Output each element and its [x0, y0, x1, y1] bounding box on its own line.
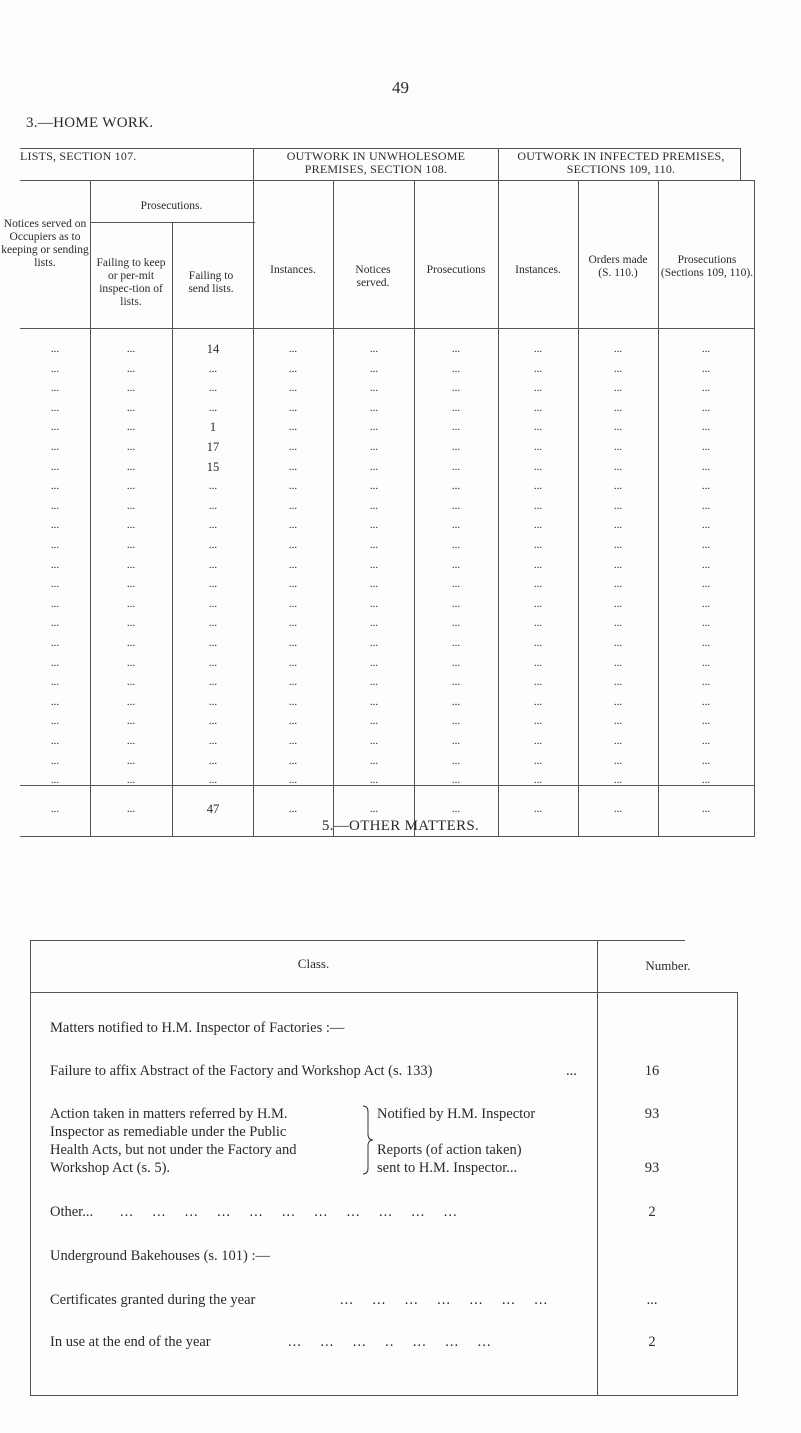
table-cell: ... — [613, 774, 623, 787]
table-cell: ... — [533, 695, 543, 708]
table-cell: ... — [613, 754, 623, 767]
totals-cell: ... — [126, 803, 136, 815]
table-cell: ... — [451, 401, 461, 414]
section-title-home-work: 3.—HOME WORK. — [26, 115, 154, 131]
table-cell: ... — [288, 656, 298, 669]
table-cell: ... — [288, 519, 298, 532]
table-cell: ... — [451, 499, 461, 512]
col-header-notices-served: Notices served on Occupiers as to keeping or sending lists. — [1, 218, 89, 269]
table-cell: ... — [50, 617, 60, 630]
totals-cell: ... — [369, 803, 379, 815]
table-cell: ... — [369, 578, 379, 591]
table-cell: ... — [533, 676, 543, 689]
table-cell: ... — [451, 774, 461, 787]
table-cell: ... — [613, 519, 623, 532]
table-cell: ... — [451, 637, 461, 649]
table-cell: ... — [208, 774, 218, 787]
table-cell: ... — [50, 715, 60, 728]
table-cell: ... — [701, 343, 711, 355]
table-cell: ... — [369, 754, 379, 767]
certificates-dots: ... ... ... ... ... ... ... — [340, 1292, 549, 1308]
table-cell: ... — [288, 715, 298, 728]
table-cell: ... — [50, 676, 60, 689]
table-cell: ... — [126, 597, 136, 610]
table-cell: ... — [50, 382, 60, 395]
table-cell: ... — [288, 695, 298, 708]
table-cell: ... — [451, 343, 461, 355]
table-cell: ... — [533, 735, 543, 747]
table-cell: ... — [613, 558, 623, 571]
col-header-orders-made: Orders made (S. 110.) — [588, 254, 648, 279]
table-cell: ... — [613, 617, 623, 630]
action-line-3: Health Acts, but not under the Factory and — [50, 1142, 297, 1158]
table-cell: 17 — [206, 440, 220, 454]
table-cell: ... — [288, 382, 298, 395]
table-cell: ... — [208, 637, 218, 649]
table-cell: ... — [613, 441, 623, 453]
table-cell: ... — [126, 421, 136, 434]
table-cell: ... — [369, 774, 379, 787]
table-cell: ... — [369, 480, 379, 493]
table-cell: ... — [208, 519, 218, 532]
table-cell: ... — [701, 480, 711, 493]
table-cell: ... — [50, 539, 60, 551]
table-cell: ... — [50, 774, 60, 787]
table-cell: ... — [369, 343, 379, 355]
table-cell: ... — [369, 460, 379, 473]
table-cell: ... — [369, 735, 379, 747]
table-cell: ... — [369, 597, 379, 610]
table-cell: ... — [208, 695, 218, 708]
table-cell: ... — [613, 480, 623, 493]
prosecutions-group-header: Prosecutions. — [140, 200, 203, 212]
table-cell: ... — [613, 421, 623, 434]
table-cell: ... — [701, 362, 711, 375]
home-work-table — [0, 148, 801, 838]
table-cell: ... — [451, 421, 461, 434]
table-cell: ... — [701, 519, 711, 532]
table-cell: ... — [208, 401, 218, 414]
table-cell: ... — [208, 676, 218, 689]
reports-line-2: sent to H.M. Inspector... — [377, 1160, 518, 1176]
table-cell: ... — [208, 617, 218, 630]
table-cell: ... — [208, 382, 218, 395]
table-cell: ... — [208, 499, 218, 512]
totals-cell: 47 — [206, 802, 220, 816]
table-cell: ... — [613, 637, 623, 649]
table-cell: ... — [50, 656, 60, 669]
table-cell: ... — [208, 480, 218, 493]
col-header-number: Number. — [645, 958, 691, 973]
action-line-4: Workshop Act (s. 5). — [50, 1160, 171, 1176]
table-cell: ... — [369, 558, 379, 571]
table-cell: ... — [701, 382, 711, 395]
table-cell: ... — [369, 382, 379, 395]
table-cell: ... — [613, 695, 623, 708]
table-cell: ... — [613, 676, 623, 689]
table-cell: ... — [701, 421, 711, 434]
table-cell: ... — [208, 578, 218, 591]
table-cell: ... — [701, 499, 711, 512]
totals-cell: ... — [613, 803, 623, 815]
table-cell: ... — [369, 715, 379, 728]
table-cell: ... — [451, 558, 461, 571]
table-cell: ... — [533, 715, 543, 728]
table-cell: ... — [451, 382, 461, 395]
table-cell: ... — [126, 499, 136, 512]
table-cell: ... — [533, 774, 543, 787]
table-cell: ... — [451, 539, 461, 551]
action-line-2: Inspector as remediable under the Public — [50, 1124, 287, 1140]
other-value: 2 — [648, 1204, 656, 1220]
table-cell: ... — [126, 656, 136, 669]
table-cell: ... — [533, 441, 543, 453]
table-cell: ... — [533, 401, 543, 414]
table-cell: ... — [613, 656, 623, 669]
certificates-label: Certificates granted during the year — [50, 1292, 256, 1308]
totals-cell: ... — [451, 803, 461, 815]
in-use-dots: ... ... ... .. ... ... ... — [288, 1334, 492, 1350]
table-cell: ... — [451, 480, 461, 493]
table-cell: ... — [126, 676, 136, 689]
notified-label: Notified by H.M. Inspector — [377, 1106, 536, 1122]
brace-icon — [362, 1104, 374, 1176]
table-cell: 1 — [209, 420, 217, 435]
other-label: Other... — [50, 1204, 94, 1220]
table-cell: ... — [288, 774, 298, 787]
table-cell: ... — [451, 754, 461, 767]
table-cell: ... — [613, 735, 623, 747]
table-cell: ... — [533, 558, 543, 571]
table-cell: ... — [533, 637, 543, 649]
table-cell: ... — [50, 499, 60, 512]
table-cell: ... — [701, 401, 711, 414]
table-cell: ... — [208, 558, 218, 571]
table-cell: ... — [50, 637, 60, 649]
table-cell: ... — [50, 460, 60, 473]
table-cell: ... — [50, 754, 60, 767]
table-cell: ... — [288, 558, 298, 571]
col-header-prosecutions-infected: Prosecutions (Sections 109, 110). — [660, 254, 754, 279]
action-line-1: Action taken in matters referred by H.M. — [50, 1106, 288, 1122]
table-cell: ... — [533, 539, 543, 551]
table-cell: ... — [288, 343, 298, 355]
failure-row-label: Failure to affix Abstract of the Factory and Workshop Act (s. 133) — [50, 1063, 433, 1079]
table-cell: ... — [369, 519, 379, 532]
table-cell: ... — [533, 421, 543, 434]
table-cell: ... — [451, 578, 461, 591]
notified-value: 93 — [644, 1106, 660, 1122]
group-header-infected-text: OUTWORK IN INFECTED PREMISES, SECTIONS 109, 110. — [517, 149, 725, 176]
table-cell: ... — [126, 754, 136, 767]
table-cell: ... — [50, 735, 60, 747]
table-cell: ... — [701, 656, 711, 669]
table-cell: ... — [451, 617, 461, 630]
table-cell: ... — [288, 597, 298, 610]
table-cell: ... — [126, 695, 136, 708]
table-cell: ... — [288, 441, 298, 453]
table-cell: ... — [533, 343, 543, 355]
table-cell: ... — [701, 637, 711, 649]
table-cell: ... — [126, 343, 136, 355]
table-cell: ... — [50, 519, 60, 532]
table-cell: ... — [50, 578, 60, 591]
table-cell: ... — [50, 558, 60, 571]
table-cell: ... — [126, 558, 136, 571]
table-cell: ... — [369, 362, 379, 375]
table-cell: ... — [288, 578, 298, 591]
table-cell: ... — [126, 617, 136, 630]
table-cell: ... — [451, 676, 461, 689]
table-cell: ... — [701, 597, 711, 610]
table-cell: ... — [208, 715, 218, 728]
table-cell: ... — [126, 578, 136, 591]
table-cell: ... — [451, 441, 461, 453]
table-cell: ... — [50, 343, 60, 355]
table-cell: ... — [288, 362, 298, 375]
table-cell: ... — [701, 774, 711, 787]
col-header-class: Class. — [297, 956, 330, 971]
failure-row-value: 16 — [644, 1063, 660, 1079]
table-cell: ... — [126, 519, 136, 532]
table-cell: ... — [701, 715, 711, 728]
group-header-infected — [502, 150, 740, 176]
table-cell: ... — [533, 617, 543, 630]
group-header-lists: LISTS, SECTION 107. — [20, 149, 137, 163]
table-cell: ... — [533, 754, 543, 767]
table-cell: ... — [50, 480, 60, 493]
page-number: 49 — [392, 78, 409, 97]
table-cell: ... — [50, 695, 60, 708]
table-cell: ... — [451, 460, 461, 473]
table-cell: ... — [613, 460, 623, 473]
table-cell: ... — [288, 754, 298, 767]
table-cell: ... — [369, 441, 379, 453]
table-cell: ... — [208, 656, 218, 669]
table-cell: ... — [288, 539, 298, 551]
table-cell: ... — [369, 421, 379, 434]
table-cell: ... — [369, 637, 379, 649]
table-cell: ... — [126, 480, 136, 493]
in-use-value: 2 — [648, 1334, 656, 1350]
col-header-notices-108: Notices served. — [355, 264, 391, 289]
table-cell: ... — [533, 656, 543, 669]
table-cell: ... — [208, 362, 218, 375]
table-cell: ... — [288, 421, 298, 434]
table-cell: ... — [126, 715, 136, 728]
table-cell: ... — [208, 754, 218, 767]
table-cell: ... — [451, 656, 461, 669]
reports-value: 93 — [644, 1160, 660, 1176]
table-cell: ... — [208, 597, 218, 610]
table-cell: ... — [369, 695, 379, 708]
failure-row-dots: ... — [566, 1063, 577, 1079]
table-cell: ... — [533, 499, 543, 512]
table-cell: ... — [369, 499, 379, 512]
table-cell: ... — [288, 617, 298, 630]
table-cell: ... — [701, 539, 711, 551]
table-cell: ... — [126, 460, 136, 473]
table-cell: ... — [613, 597, 623, 610]
table-cell: ... — [451, 597, 461, 610]
table-cell: ... — [533, 382, 543, 395]
col-header-prosecutions-108: Prosecutions — [426, 264, 486, 276]
table-cell: ... — [208, 539, 218, 551]
table-cell: ... — [288, 401, 298, 414]
col-header-failing-keep: Failing to keep or per-mit inspec-tion of lists. — [96, 257, 166, 308]
table-cell: ... — [533, 362, 543, 375]
table-cell: ... — [369, 617, 379, 630]
group-header-unwholesome-text: OUTWORK IN UNWHOLESOME PREMISES, SECTION 108. — [286, 149, 466, 176]
table-cell: ... — [533, 578, 543, 591]
table-cell: ... — [369, 401, 379, 414]
heading-underground-bakehouses: Underground Bakehouses (s. 101) :— — [50, 1248, 271, 1264]
other-dots: ... ... ... ... ... ... ... ... ... ... ... — [120, 1204, 458, 1220]
table-cell: ... — [613, 362, 623, 375]
table-cell: ... — [701, 558, 711, 571]
table-cell: ... — [126, 774, 136, 787]
table-cell: ... — [126, 362, 136, 375]
group-header-unwholesome — [258, 150, 494, 176]
table-cell: ... — [288, 735, 298, 747]
table-cell: ... — [126, 441, 136, 453]
table-cell: ... — [613, 499, 623, 512]
table-cell: ... — [701, 441, 711, 453]
col-header-instances-108: Instances. — [270, 264, 316, 276]
table-cell: ... — [50, 421, 60, 434]
table-cell: ... — [50, 362, 60, 375]
table-cell: ... — [701, 735, 711, 747]
totals-cell: ... — [288, 803, 298, 815]
table-cell: ... — [701, 695, 711, 708]
table-cell: ... — [126, 401, 136, 414]
table-cell: ... — [369, 676, 379, 689]
table-cell: ... — [701, 676, 711, 689]
table-cell: ... — [126, 382, 136, 395]
table-cell: ... — [451, 735, 461, 747]
table-cell: ... — [288, 480, 298, 493]
table-cell: ... — [126, 637, 136, 649]
certificates-value: ... — [646, 1292, 658, 1308]
table-cell: ... — [613, 539, 623, 551]
table-cell: ... — [701, 460, 711, 473]
col-header-failing-send: Failing to send lists. — [188, 270, 234, 295]
table-cell: ... — [533, 480, 543, 493]
table-cell: ... — [613, 343, 623, 355]
table-cell: 14 — [206, 342, 220, 356]
table-cell: ... — [613, 401, 623, 414]
table-cell: ... — [288, 637, 298, 649]
reports-line-1: Reports (of action taken) — [377, 1142, 522, 1158]
table-cell: ... — [288, 460, 298, 473]
table-cell: ... — [613, 382, 623, 395]
table-cell: ... — [451, 362, 461, 375]
totals-cell: ... — [701, 803, 711, 815]
section-title-other-matters: 5.—OTHER MATTERS. — [321, 818, 480, 834]
table-cell: ... — [451, 695, 461, 708]
table-cell: ... — [701, 578, 711, 591]
heading-matters-notified: Matters notified to H.M. Inspector of Factories :— — [50, 1020, 345, 1036]
table-cell: ... — [50, 441, 60, 453]
table-cell: ... — [50, 597, 60, 610]
table-cell: ... — [288, 676, 298, 689]
table-cell: ... — [288, 499, 298, 512]
table-cell: ... — [126, 735, 136, 747]
in-use-label: In use at the end of the year — [50, 1334, 211, 1350]
table-cell: ... — [613, 578, 623, 591]
totals-cell: ... — [50, 803, 60, 815]
table-cell: 15 — [206, 459, 220, 474]
totals-cell: ... — [533, 803, 543, 815]
table-cell: ... — [451, 715, 461, 728]
table-cell: ... — [451, 519, 461, 532]
table-cell: ... — [126, 539, 136, 551]
table-cell: ... — [50, 401, 60, 414]
table-cell: ... — [701, 617, 711, 630]
table-cell: ... — [369, 656, 379, 669]
table-cell: ... — [369, 539, 379, 551]
table-cell: ... — [533, 597, 543, 610]
col-header-instances-infected: Instances. — [515, 264, 561, 276]
table-cell: ... — [613, 715, 623, 728]
table-cell: ... — [701, 754, 711, 767]
table-cell: ... — [533, 519, 543, 532]
table-cell: ... — [208, 735, 218, 747]
table-cell: ... — [533, 460, 543, 473]
